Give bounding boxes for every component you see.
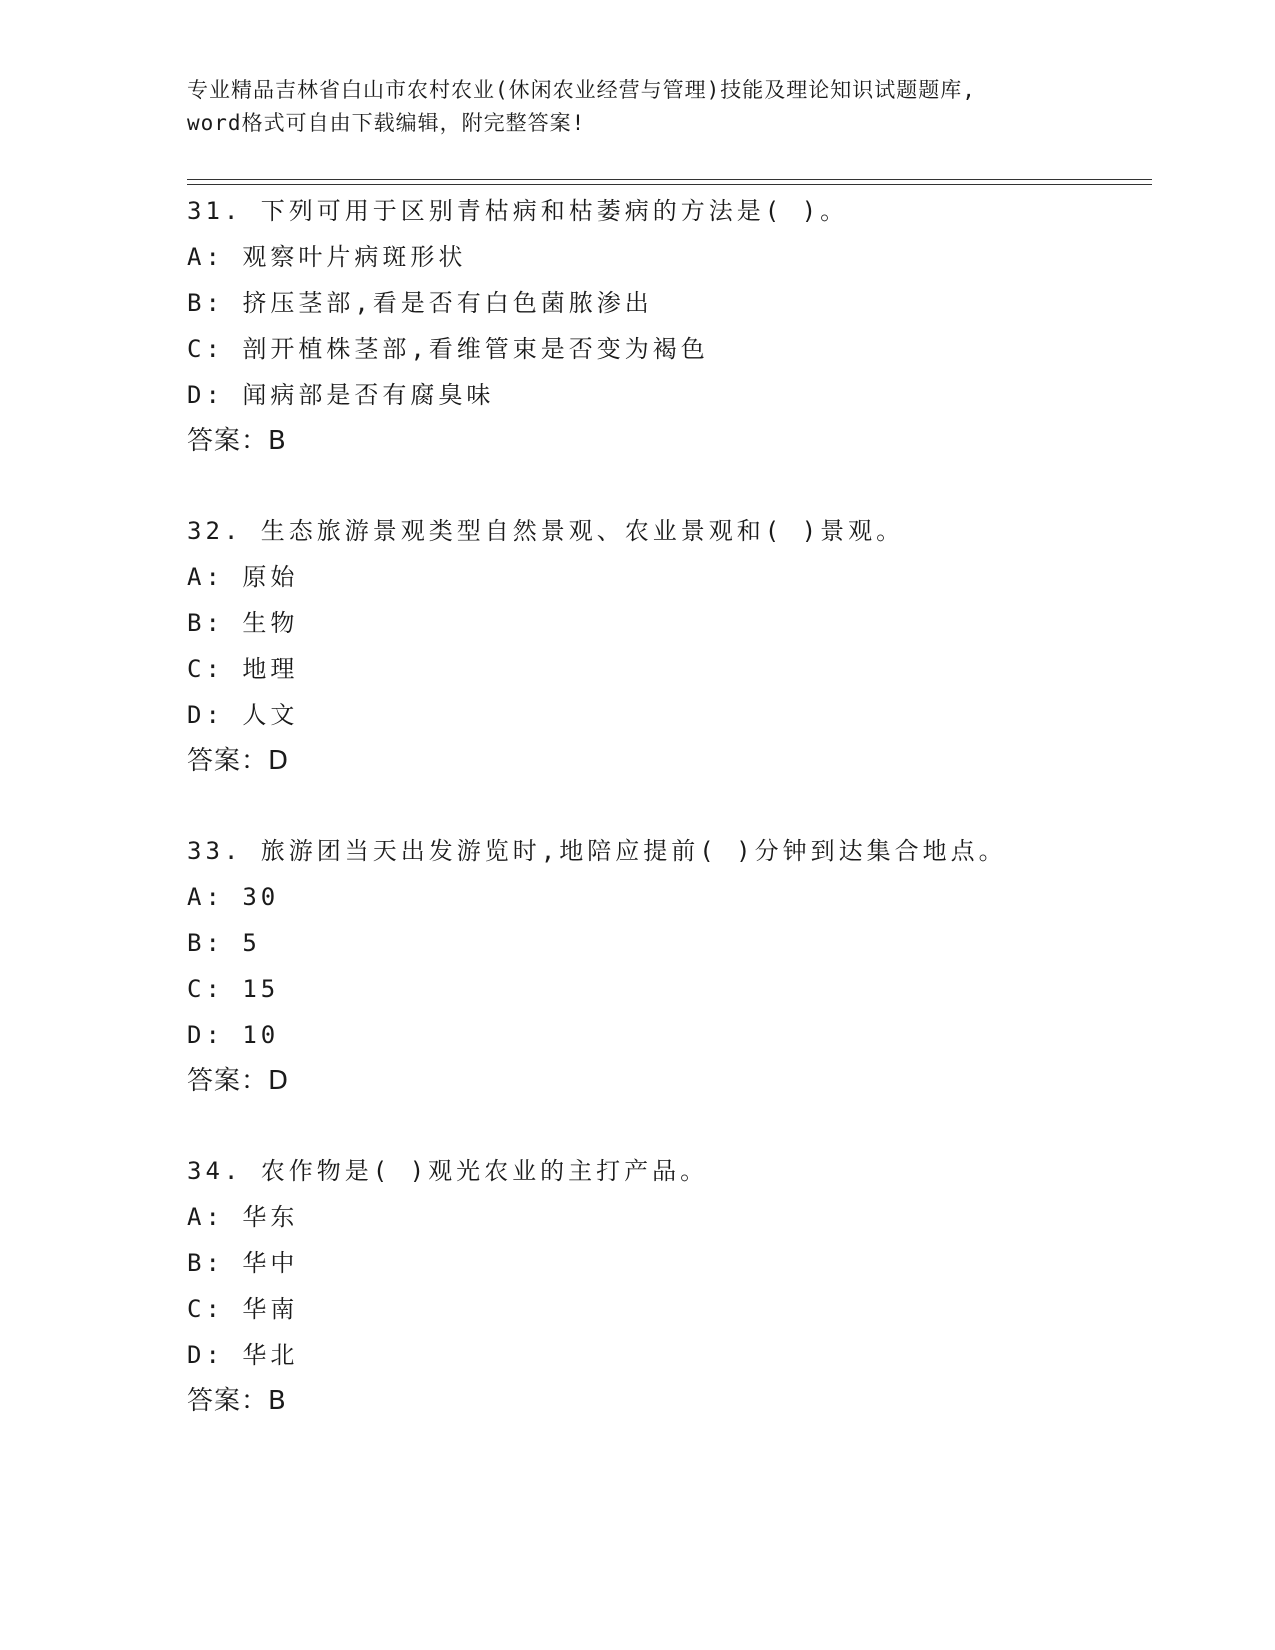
option-b: B: 华中 [187,1249,299,1277]
option-b: B: 5 [187,929,261,957]
header-divider-top [187,179,1152,180]
question-31 [187,188,1147,464]
option-d: D: 人文 [187,701,299,729]
answer-label: 答案：B [187,426,287,456]
question-33 [187,828,1147,1104]
option-a: A: 30 [187,883,280,911]
question-title: 34. 农作物是( )观光农业的主打产品。 [187,1157,709,1185]
option-d: D: 闻病部是否有腐臭味 [187,381,495,409]
question-title: 32. 生态旅游景观类型自然景观、农业景观和( )景观。 [187,517,905,545]
question-32 [187,508,1147,784]
option-d: D: 华北 [187,1341,299,1369]
option-c: C: 剖开植株茎部,看维管束是否变为褐色 [187,335,709,363]
question-title: 31. 下列可用于区别青枯病和枯萎病的方法是( )。 [187,197,849,225]
option-b: B: 生物 [187,609,299,637]
header-line-2: word格式可自由下载编辑，附完整答案! [187,111,586,135]
option-b: B: 挤压茎部,看是否有白色菌脓渗出 [187,289,653,317]
header-line-1: 专业精品吉林省白山市农村农业(休闲农业经营与管理)技能及理论知识试题题库, [187,78,976,102]
question-title: 33. 旅游团当天出发游览时,地陪应提前( )分钟到达集合地点。 [187,837,1007,865]
option-c: C: 地理 [187,655,299,683]
header-divider-bottom [187,184,1152,185]
option-c: C: 15 [187,975,280,1003]
option-a: A: 原始 [187,563,299,591]
option-d: D: 10 [187,1021,280,1049]
option-a: A: 观察叶片病斑形状 [187,243,467,271]
answer-label: 答案：B [187,1386,287,1416]
document-header [187,74,1087,140]
option-a: A: 华东 [187,1203,299,1231]
question-34 [187,1148,1147,1424]
answer-label: 答案：D [187,1066,290,1096]
option-c: C: 华南 [187,1295,299,1323]
answer-label: 答案：D [187,746,290,776]
